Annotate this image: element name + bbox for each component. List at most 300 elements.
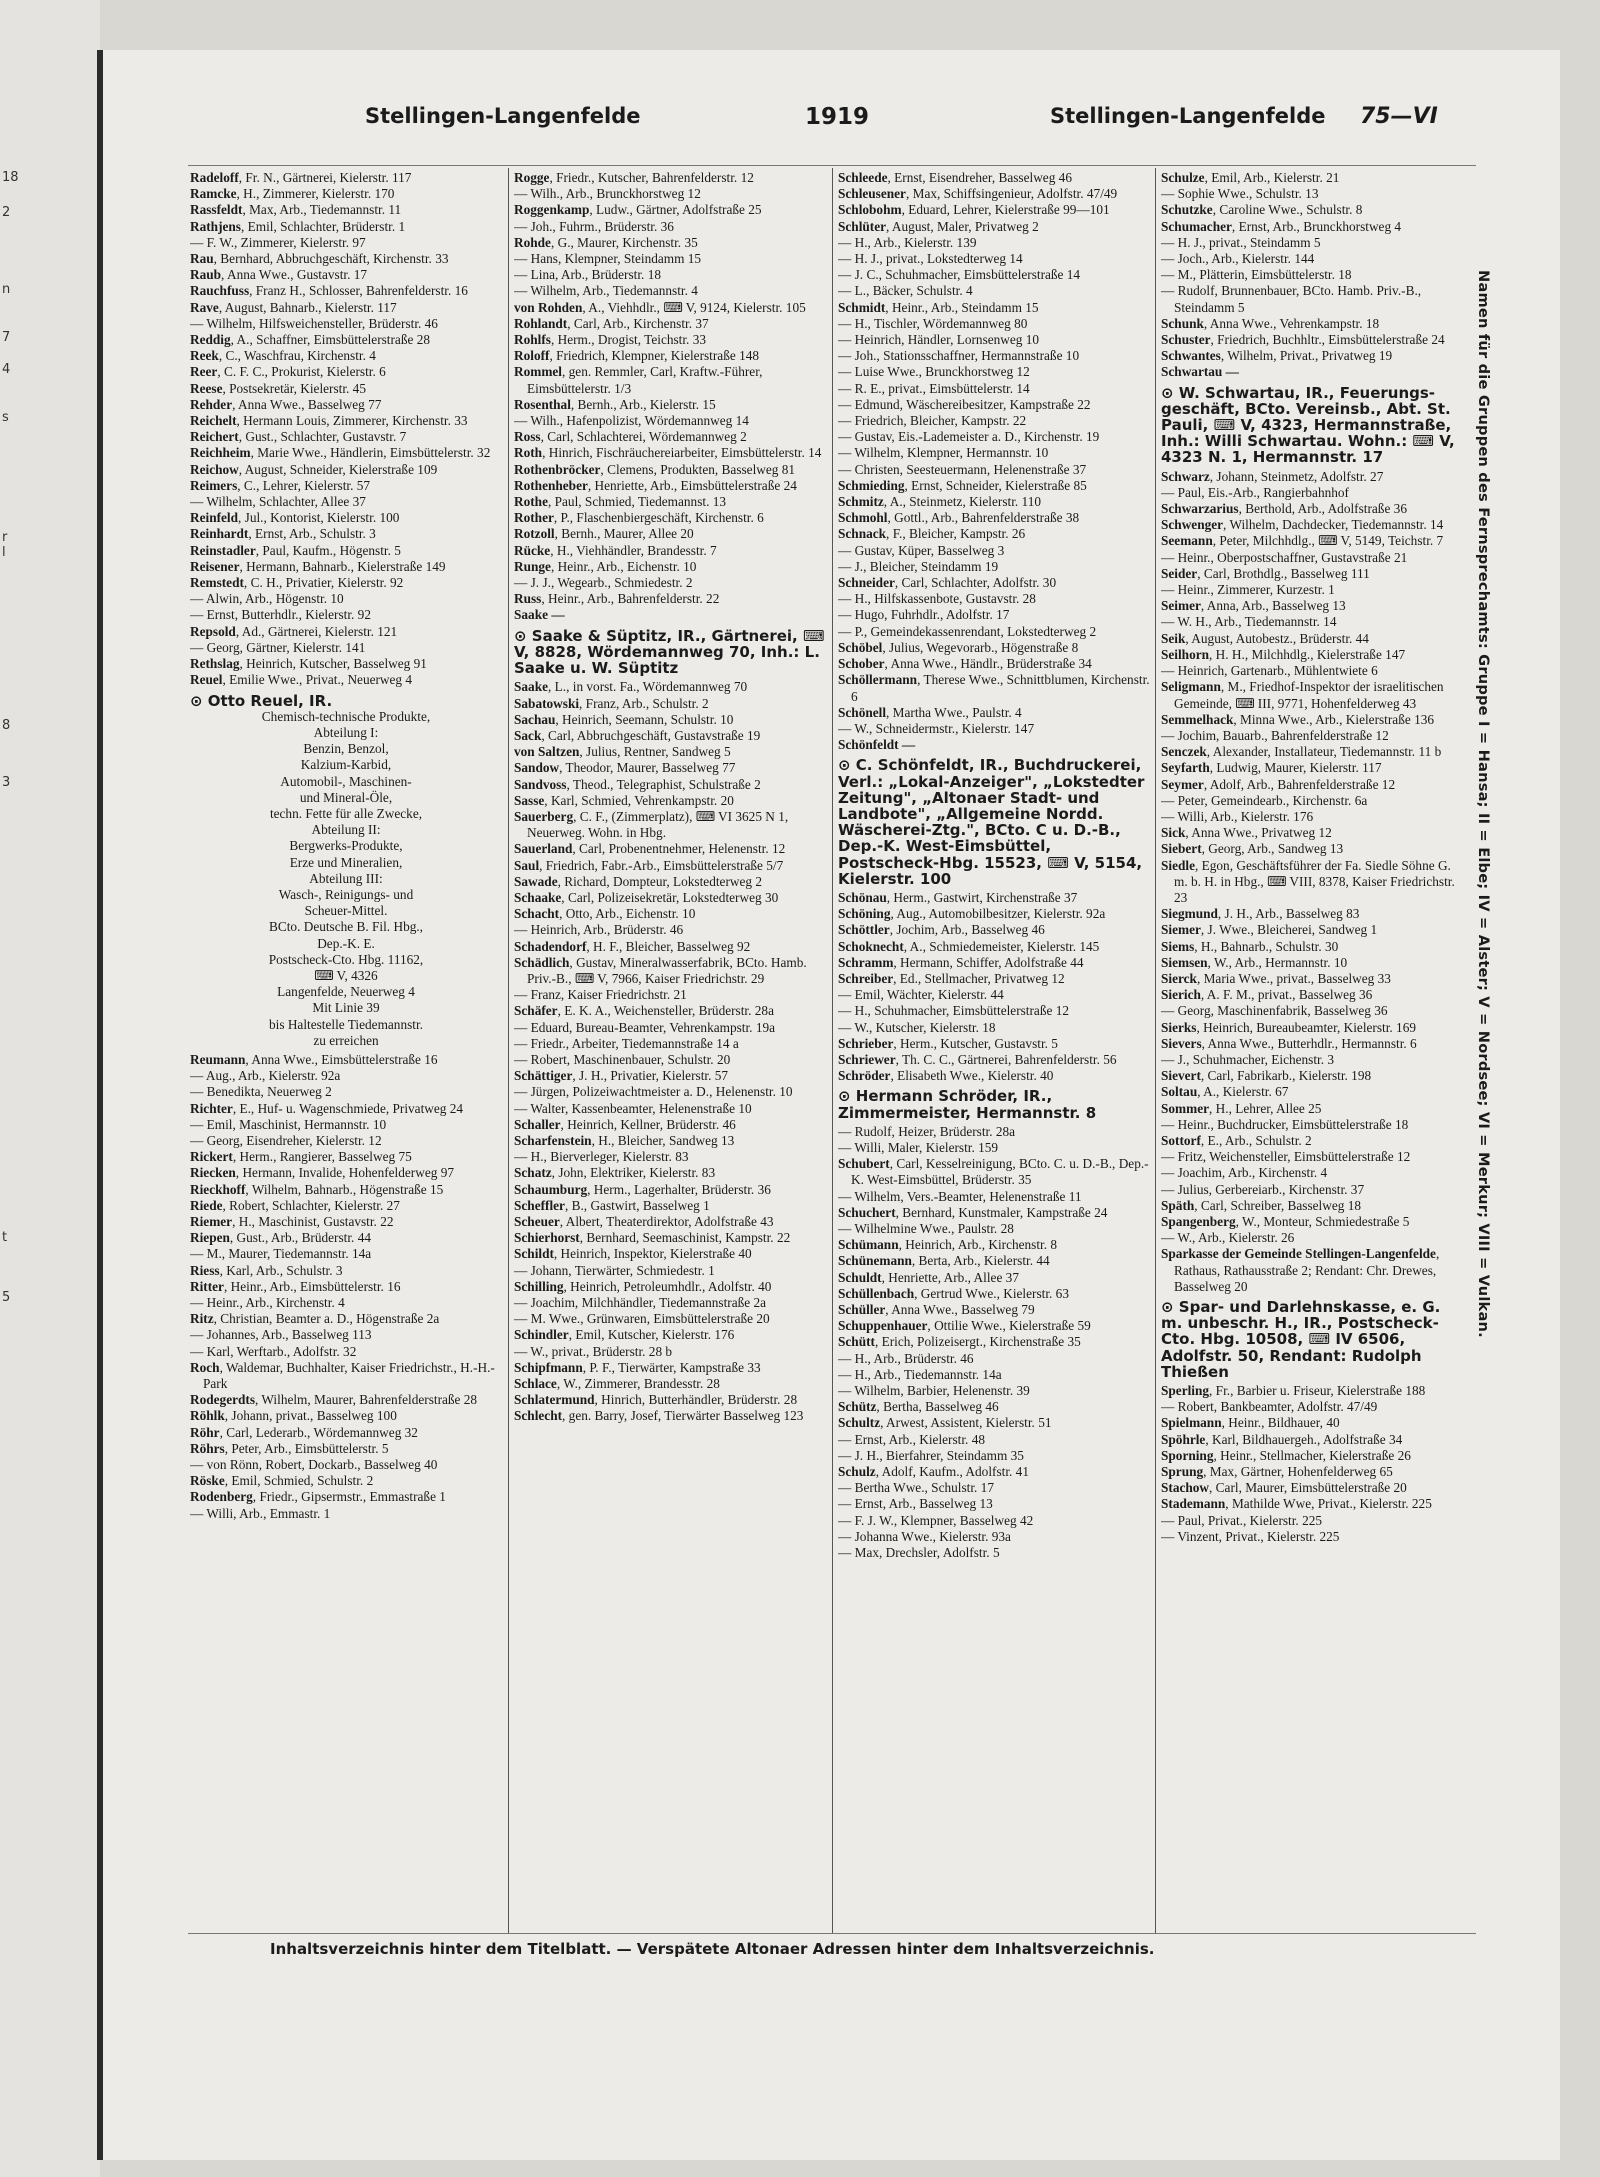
- directory-entry: Siegmund, J. H., Arb., Basselweg 83: [1161, 906, 1360, 922]
- entry-surname: Schönell: [838, 704, 887, 720]
- entry-surname: Schöttler: [838, 922, 890, 938]
- entry-surname: Schröder: [838, 1068, 891, 1084]
- entry-surname: Schaller: [514, 1116, 561, 1132]
- column-rule: [832, 168, 833, 1933]
- entry-surname: Reinstadler: [190, 542, 256, 558]
- entry-surname: Schmohl: [838, 510, 888, 526]
- entry-surname: Rieckhoff: [190, 1181, 246, 1197]
- directory-entry: Schünemann, Berta, Arb., Kielerstr. 44: [838, 1253, 1050, 1269]
- header-year: 1919: [805, 104, 870, 130]
- directory-entry: Schumacher, Ernst, Arb., Brunckhorstweg 4: [1161, 218, 1402, 234]
- directory-entry: Schramm, Hermann, Schiffer, Adolfstraße 44: [838, 954, 1084, 970]
- entry-surname: Reek: [190, 348, 219, 364]
- directory-entry: — Johannes, Arb., Basselweg 113: [190, 1327, 372, 1343]
- directory-entry: Siemer, J. Wwe., Bleicherei, Sandweg 1: [1161, 922, 1378, 938]
- directory-entry: Rothenheber, Henriette, Arb., Eimsbüttelerstraße 24: [514, 477, 797, 493]
- directory-entry: Rickert, Herm., Rangierer, Basselweg 75: [190, 1149, 412, 1165]
- directory-entry: Spangenberg, W., Monteur, Schmiedestraße 5: [1161, 1214, 1410, 1229]
- directory-entry: — Rudolf, Heizer, Brüderstr. 28a: [838, 1123, 1016, 1139]
- directory-entry: Röhrs, Peter, Arb., Eimsbüttelerstr. 5: [190, 1440, 389, 1456]
- entry-surname: Riepen: [190, 1230, 230, 1246]
- directory-entry: Schnack, F., Bleicher, Kampstr. 26: [838, 526, 1026, 542]
- directory-entry: Schwarzarius, Berthold, Arb., Adolfstraße 36: [1161, 501, 1407, 517]
- entry-surname: Schunk: [1161, 315, 1204, 331]
- directory-column-3: [838, 170, 1150, 1932]
- directory-entry: Sawade, Richard, Dompteur, Lokstedterweg 2: [514, 873, 763, 889]
- directory-entry: Remstedt, C. H., Privatier, Kielerstr. 92: [190, 575, 404, 591]
- directory-entry: — R. E., privat., Eimsbüttelerstr. 14: [838, 380, 1030, 396]
- entry-surname: Riemer: [190, 1214, 233, 1229]
- firm-line: Erze und Mineralien,: [289, 854, 403, 870]
- directory-entry: Rohlandt, Carl, Arb., Kirchenstr. 37: [514, 315, 709, 331]
- firm-line: Chemisch-technische Produkte,: [261, 708, 431, 724]
- directory-entry: Rau, Bernhard, Abbruchgeschäft, Kirchenstr. 33: [190, 251, 449, 267]
- directory-entry: Schneider, Carl, Schlachter, Adolfstr. 30: [838, 575, 1057, 591]
- directory-entry: Sierks, Heinrich, Bureaubeamter, Kielerstr. 169: [1161, 1019, 1416, 1035]
- directory-entry: Richter, E., Huf- u. Wagenschmiede, Privatweg 24: [190, 1100, 464, 1116]
- directory-entry: Seemann, Peter, Milchhdlg., ⌨ V, 5149, Teichstr. 7: [1161, 533, 1444, 549]
- entry-surname: Siems: [1161, 938, 1195, 954]
- directory-entry: — Friedrich, Bleicher, Kampstr. 22: [838, 413, 1027, 429]
- directory-entry: [838, 737, 1150, 753]
- firm-line: bis Haltestelle Tiedemannstr.: [268, 1016, 423, 1032]
- directory-entry: Spielmann, Heinr., Bildhauer, 40: [1161, 1415, 1340, 1431]
- directory-entry: Schuldt, Henriette, Arb., Allee 37: [838, 1269, 1019, 1285]
- directory-entry: — Jochim, Bauarb., Bahrenfelderstraße 12: [1161, 727, 1389, 743]
- directory-entry: Siemsen, W., Arb., Hermannstr. 10: [1161, 954, 1348, 970]
- entry-surname: Schuppenhauer: [838, 1318, 928, 1334]
- column-rule: [508, 168, 509, 1933]
- entry-surname: von Saltzen: [514, 744, 580, 760]
- firm-line: Kalzium-Karbid,: [300, 757, 392, 773]
- firm-name: ⊙ Saake & Süptitz, IR., Gärtnerei, ⌨ V, 8828, Wördemannweg 70, Inh.: L. Saake u. W. Süptitz: [514, 626, 825, 678]
- firm-line: techn. Fette für alle Zwecke,: [269, 805, 423, 821]
- entry-surname: Reinfeld: [190, 510, 239, 526]
- directory-entry: Röhr, Carl, Lederarb., Wördemannweg 32: [190, 1424, 418, 1440]
- entry-surname: Rücke: [514, 542, 551, 558]
- entry-surname: Rohlandt: [514, 315, 568, 331]
- directory-entry: — Rudolf, Brunnenbauer, BCto. Hamb. Priv.-B., Steindamm 5: [1161, 283, 1422, 315]
- entry-surname: Schulz: [838, 1464, 876, 1480]
- entry-surname: Riecken: [190, 1165, 236, 1181]
- firm-line: Postscheck-Cto. Hbg. 11162,: [268, 951, 424, 967]
- directory-entry: Sparkasse der Gemeinde Stellingen-Langenfelde, Rathaus, Rathausstraße 2; Rendant: Chr. Drewes, Basselweg 20: [1161, 1246, 1440, 1294]
- directory-entry: — Benedikta, Neuerweg 2: [190, 1084, 332, 1100]
- directory-entry: Riemer, H., Maschinist, Gustavstr. 22: [190, 1214, 394, 1229]
- firm-line: Abteilung III:: [309, 870, 383, 886]
- entry-surname: Reichert: [190, 429, 239, 445]
- firm-line: Abteilung II:: [311, 822, 381, 838]
- page-footer: Inhaltsverzeichnis hinter dem Titelblatt. — Verspätete Altonaer Adressen hinter dem Inhaltsverzeichnis.: [270, 1940, 1155, 1958]
- directory-entry: Schaumburg, Herm., Lagerhalter, Brüderstr. 36: [514, 1181, 771, 1197]
- entry-surname: Schättiger: [514, 1068, 573, 1084]
- directory-entry: Schädlich, Gustav, Mineralwasserfabrik, BCto. Hamb. Priv.-B., ⌨ V, 7966, Kaiser Friedrichstr. 29: [514, 954, 807, 986]
- entry-surname: Rathjens: [190, 218, 241, 234]
- entry-surname: Schünemann: [838, 1253, 912, 1269]
- directory-entry: Schutzke, Caroline Wwe., Schulstr. 8: [1161, 202, 1363, 218]
- directory-entry: Sasse, Karl, Schmied, Vehrenkampstr. 20: [514, 792, 734, 808]
- directory-entry: — Willi, Maler, Kielerstr. 159: [838, 1139, 999, 1155]
- entry-surname: Sandvoss: [514, 776, 567, 792]
- directory-entry: — Wilh., Arb., Brunckhorstweg 12: [514, 186, 701, 202]
- entry-surname: Röske: [190, 1473, 225, 1489]
- directory-entry: — F. W., Zimmerer, Kielerstr. 97: [190, 234, 366, 250]
- directory-entry: — Karl, Werftarb., Adolfstr. 32: [190, 1343, 357, 1359]
- margin-mark: 7: [2, 330, 11, 345]
- directory-entry: — Bertha Wwe., Schulstr. 17: [838, 1480, 994, 1496]
- directory-entry: Schütt, Erich, Polizeisergt., Kirchenstraße 35: [838, 1334, 1081, 1350]
- directory-entry: Runge, Heinr., Arb., Eichenstr. 10: [514, 558, 697, 574]
- entry-surname: Spielmann: [1161, 1415, 1222, 1431]
- directory-entry: — H., Arb., Tiedemannstr. 14a: [838, 1366, 1002, 1382]
- directory-entry: Reisener, Hermann, Bahnarb., Kielerstraße 149: [190, 558, 446, 574]
- entry-surname: Stachow: [1161, 1480, 1210, 1496]
- directory-entry: Sachau, Heinrich, Seemann, Schulstr. 10: [514, 711, 734, 727]
- directory-entry: Sottorf, E., Arb., Schulstr. 2: [1161, 1132, 1312, 1148]
- directory-entry: Radeloff, Fr. N., Gärtnerei, Kielerstr. 117: [190, 170, 412, 185]
- directory-entry: Schönau, Herm., Gastwirt, Kirchenstraße 37: [838, 889, 1078, 905]
- directory-column-2: [514, 170, 826, 1932]
- directory-entry: — H. J., privat., Lokstedterweg 14: [838, 251, 1023, 267]
- entry-surname: Schöllermann: [838, 672, 918, 688]
- directory-entry: Schöning, Aug., Automobilbesitzer, Kielerstr. 92a: [838, 906, 1106, 922]
- directory-entry: — H., Tischler, Wördemannweg 80: [838, 315, 1028, 331]
- margin-mark: r: [2, 530, 8, 545]
- directory-entry: Sprung, Max, Gärtner, Hohenfelderweg 65: [1161, 1464, 1393, 1480]
- firm-advertisement: [1161, 1299, 1461, 1380]
- directory-entry: Reichheim, Marie Wwe., Händlerin, Eimsbüttelerstr. 32: [190, 445, 491, 461]
- directory-entry: Schmidt, Heinr., Arb., Steindamm 15: [838, 299, 1039, 315]
- entry-surname: Siemsen: [1161, 954, 1208, 970]
- directory-entry: — Ernst, Arb., Basselweg 13: [838, 1496, 993, 1512]
- directory-entry: Ramcke, H., Zimmerer, Kielerstr. 170: [190, 186, 395, 202]
- entry-surname: Sparkasse der Gemeinde Stellingen-Langenfelde: [1161, 1246, 1436, 1262]
- directory-entry: — H., Schuhmacher, Eimsbüttelerstraße 12: [838, 1003, 1069, 1019]
- entry-surname: Siemer: [1161, 922, 1201, 938]
- entry-surname: Roggenkamp: [514, 202, 590, 218]
- firm-advertisement: [1161, 385, 1461, 466]
- directory-entry: Seimer, Anna, Arb., Basselweg 13: [1161, 598, 1346, 614]
- directory-entry: Sporning, Heinr., Stellmacher, Kielerstraße 26: [1161, 1447, 1411, 1463]
- directory-entry: Saake, L., in vorst. Fa., Wördemannweg 70: [514, 679, 748, 695]
- directory-entry: — von Rönn, Robert, Dockarb., Basselweg 40: [190, 1457, 438, 1473]
- entry-surname: Schmieding: [838, 477, 905, 493]
- directory-entry: Schubert, Carl, Kesselreinigung, BCto. C. u. D.-B., Dep.-K. West-Eimsbüttel, Brüderstr. 35: [838, 1156, 1149, 1188]
- directory-entry: — Gustav, Küper, Basselweg 3: [838, 542, 1005, 558]
- entry-surname: Rau: [190, 251, 214, 267]
- directory-entry: Sack, Carl, Abbruchgeschäft, Gustavstraße 19: [514, 727, 761, 743]
- directory-entry: Schmitz, A., Steinmetz, Kielerstr. 110: [838, 494, 1041, 510]
- footer-rule: [188, 1933, 1476, 1934]
- directory-entry: Schunk, Anna Wwe., Vehrenkampstr. 18: [1161, 315, 1380, 331]
- entry-surname: Roloff: [514, 348, 550, 364]
- entry-surname: Sperling: [1161, 1383, 1210, 1399]
- directory-entry: — Joh., Stationsschaffner, Hermannstraße 10: [838, 348, 1080, 364]
- entry-surname: Schleusener: [838, 186, 906, 202]
- directory-entry: Rodegerdts, Wilhelm, Maurer, Bahrenfelderstraße 28: [190, 1392, 478, 1408]
- directory-entry: Schlüter, August, Maler, Privatweg 2: [838, 218, 1039, 234]
- directory-entry: Rotzoll, Bernh., Maurer, Allee 20: [514, 526, 694, 542]
- directory-entry: Scheffler, B., Gastwirt, Basselweg 1: [514, 1197, 710, 1213]
- entry-surname: Schuchert: [838, 1204, 896, 1220]
- directory-entry: — H. J., privat., Steindamm 5: [1161, 234, 1321, 250]
- entry-surname: Reer: [190, 364, 218, 380]
- entry-surname: Röhlk: [190, 1408, 225, 1424]
- entry-surname: Schleede: [838, 170, 888, 185]
- directory-entry: Russ, Heinr., Arb., Bahrenfelderstr. 22: [514, 591, 720, 607]
- entry-surname: Schriewer: [838, 1051, 896, 1067]
- entry-surname: Seilhorn: [1161, 646, 1210, 662]
- directory-entry: Schüllenbach, Gertrud Wwe., Kielerstr. 63: [838, 1285, 1069, 1301]
- directory-entry: — W. H., Arb., Tiedemannstr. 14: [1161, 614, 1337, 630]
- header-left-title: Stellingen-Langenfelde: [365, 104, 641, 128]
- entry-surname: Rauchfuss: [190, 283, 250, 299]
- entry-surname: Rave: [190, 299, 219, 315]
- entry-surname: Sprung: [1161, 1464, 1204, 1480]
- directory-entry: — Christen, Seesteuermann, Helenenstraße 37: [838, 461, 1087, 477]
- entry-surname: Sierks: [1161, 1019, 1197, 1035]
- directory-entry: — Georg, Eisendreher, Kielerstr. 12: [190, 1132, 382, 1148]
- directory-column-1: [190, 170, 502, 1932]
- entry-surname: Ramcke: [190, 186, 237, 202]
- directory-entry: — Robert, Maschinenbauer, Schulstr. 20: [514, 1051, 731, 1067]
- directory-entry: — Fritz, Weichensteller, Eimsbüttelerstraße 12: [1161, 1149, 1411, 1165]
- directory-entry: Seider, Carl, Brothdlg., Basselweg 111: [1161, 565, 1370, 581]
- directory-entry: Riede, Robert, Schlachter, Kielerstr. 27: [190, 1197, 400, 1213]
- directory-entry: Sandow, Theodor, Maurer, Basselweg 77: [514, 760, 736, 776]
- entry-surname: Röhrs: [190, 1440, 225, 1456]
- entry-surname: Reimers: [190, 477, 238, 493]
- entry-surname: Schmidt: [838, 299, 886, 315]
- directory-entry: — M. Wwe., Grünwaren, Eimsbüttelerstraße 20: [514, 1311, 770, 1327]
- entry-surname: Runge: [514, 558, 551, 574]
- entry-surname: Seymer: [1161, 776, 1204, 792]
- directory-entry: Riecken, Hermann, Invalide, Hohenfelderweg 97: [190, 1165, 455, 1181]
- directory-entry: — J. H., Bierfahrer, Steindamm 35: [838, 1447, 1024, 1463]
- entry-surname: Rickert: [190, 1149, 233, 1165]
- directory-entry: — Friedr., Arbeiter, Tiedemannstraße 14 a: [514, 1035, 739, 1051]
- entry-surname: Schatz: [514, 1165, 552, 1181]
- entry-surname: Sauerberg: [514, 808, 574, 824]
- entry-surname: Soltau: [1161, 1084, 1198, 1100]
- entry-surname: Schlobohm: [838, 202, 902, 218]
- directory-entry: Reichow, August, Schneider, Kielerstraße 109: [190, 461, 438, 477]
- entry-surname: Sierich: [1161, 987, 1201, 1003]
- entry-surname: Schadendorf: [514, 938, 587, 954]
- firm-line: und Mineral-Öle,: [299, 789, 393, 805]
- directory-entry: Roch, Waldemar, Buchhalter, Kaiser Friedrichstr., H.-H.-Park: [190, 1359, 495, 1392]
- entry-surname: Rehder: [190, 396, 233, 412]
- entry-surname: Sick: [1161, 825, 1186, 841]
- entry-surname: Schwenger: [1161, 517, 1224, 533]
- directory-entry: Sierich, A. F. M., privat., Basselweg 36: [1161, 987, 1373, 1003]
- directory-entry: Reer, C. F. C., Prokurist, Kielerstr. 6: [190, 364, 386, 380]
- directory-entry: Schreiber, Ed., Stellmacher, Privatweg 12: [838, 970, 1065, 986]
- directory-entry: Reek, C., Waschfrau, Kirchenstr. 4: [190, 348, 376, 364]
- margin-mark: 2: [2, 205, 11, 220]
- directory-entry: Soltau, A., Kielerstr. 67: [1161, 1084, 1289, 1100]
- directory-entry: — Edmund, Wäschereibesitzer, Kampstraße 22: [838, 396, 1091, 412]
- directory-entry: — Franz, Kaiser Friedrichstr. 21: [514, 987, 687, 1003]
- directory-entry: Rauchfuss, Franz H., Schlosser, Bahrenfelderstr. 16: [190, 283, 468, 299]
- entry-surname: Schultz: [838, 1415, 881, 1431]
- entry-surname: Schlace: [514, 1376, 557, 1392]
- entry-surname: Schierhorst: [514, 1230, 580, 1246]
- entry-surname: Schumacher: [1161, 218, 1232, 234]
- directory-entry: Schober, Anna Wwe., Händlr., Brüderstraße 34: [838, 656, 1092, 672]
- entry-surname: Schneider: [838, 575, 895, 591]
- directory-entry: Reinhardt, Ernst, Arb., Schulstr. 3: [190, 526, 376, 542]
- directory-entry: — Wilhelm, Barbier, Helenenstr. 39: [838, 1383, 1030, 1399]
- entry-surname: Ritz: [190, 1311, 214, 1327]
- directory-entry: — Walter, Kassenbeamter, Helenenstraße 10: [514, 1100, 752, 1116]
- directory-entry: Ritter, Heinr., Arb., Eimsbüttelerstr. 16: [190, 1278, 401, 1294]
- entry-surname: Sawade: [514, 873, 558, 889]
- directory-entry: Reese, Postsekretär, Kielerstr. 45: [190, 380, 366, 396]
- entry-surname: Rothenheber: [514, 477, 588, 493]
- entry-surname: Seemann: [1161, 533, 1213, 549]
- firm-name: ⊙ Spar- und Darlehnskasse, e. G. m. unbeschr. H., IR., Postscheck-Cto. Hbg. 10508, ⌨ IV 6506, Adolfstr. 50, Rendant: Rudolph Thießen: [1161, 1298, 1441, 1381]
- firm-line: ⌨ V, 4326: [314, 967, 378, 983]
- directory-entry: — W., Arb., Kielerstr. 26: [1161, 1230, 1295, 1246]
- directory-entry: — Peter, Gemeindearb., Kirchenstr. 6a: [1161, 792, 1368, 808]
- entry-surname: Reisener: [190, 558, 240, 574]
- directory-entry: Schleusener, Max, Schiffsingenieur, Adolfstr. 47/49: [838, 186, 1118, 202]
- directory-entry: Schadendorf, H. F., Bleicher, Basselweg 92: [514, 938, 751, 954]
- entry-surname: Rothenbröcker: [514, 461, 601, 477]
- directory-entry: Ritz, Christian, Beamter a. D., Högenstraße 2a: [190, 1311, 440, 1327]
- entry-surname: Seider: [1161, 565, 1198, 581]
- directory-entry: — Lina, Arb., Brüderstr. 18: [514, 267, 661, 283]
- entry-surname: Seik: [1161, 630, 1186, 646]
- entry-surname: Schipfmann: [514, 1359, 583, 1375]
- directory-entry: — Georg, Maschinenfabrik, Basselweg 36: [1161, 1003, 1388, 1019]
- directory-entry: Sandvoss, Theod., Telegraphist, Schulstraße 2: [514, 776, 761, 792]
- entry-surname: Sommer: [1161, 1100, 1209, 1116]
- directory-entry: — Vinzent, Privat., Kielerstr. 225: [1161, 1528, 1340, 1544]
- directory-entry: — W., Kutscher, Kielerstr. 18: [838, 1019, 996, 1035]
- directory-entry: Schultz, Arwest, Assistent, Kielerstr. 51: [838, 1415, 1052, 1431]
- firm-line: Langenfelde, Neuerweg 4: [277, 984, 415, 1000]
- entry-surname: Sauerland: [514, 841, 573, 857]
- directory-entry: — Sophie Wwe., Schulstr. 13: [1161, 186, 1319, 202]
- margin-mark: n: [2, 282, 11, 297]
- entry-surname: Schutzke: [1161, 202, 1213, 218]
- entry-surname: Spangenberg: [1161, 1214, 1236, 1229]
- directory-entry: Rohde, G., Maurer, Kirchenstr. 35: [514, 234, 698, 250]
- entry-surname: Rosenthal: [514, 396, 571, 412]
- entry-surname: Sandow: [514, 760, 560, 776]
- directory-entry: — Eduard, Bureau-Beamter, Vehrenkampstr. 19a: [514, 1019, 776, 1035]
- entry-surname: Schubert: [838, 1156, 890, 1172]
- margin-mark: 3: [2, 775, 11, 790]
- directory-entry: — M., Maurer, Tiedemannstr. 14a: [190, 1246, 372, 1262]
- entry-surname: Schaumburg: [514, 1181, 588, 1197]
- directory-entry: Sierck, Maria Wwe., privat., Basselweg 33: [1161, 970, 1391, 986]
- directory-entry: Schümann, Heinrich, Arb., Kirchenstr. 8: [838, 1237, 1058, 1253]
- margin-mark: l: [2, 545, 6, 560]
- directory-entry: — M., Plätterin, Eimsbüttelerstr. 18: [1161, 267, 1352, 283]
- entry-surname: Raub: [190, 267, 222, 283]
- directory-entry: Schriewer, Th. C. C., Gärtnerei, Bahrenfelderstr. 56: [838, 1051, 1117, 1067]
- directory-entry: — J. C., Schuhmacher, Eimsbüttelerstraße 14: [838, 267, 1081, 283]
- entry-surname: Seyfarth: [1161, 760, 1210, 776]
- entry-surname: Schäfer: [514, 1003, 558, 1019]
- directory-entry: — Emil, Wächter, Kielerstr. 44: [838, 987, 1004, 1003]
- entry-surname: Seimer: [1161, 598, 1201, 614]
- directory-entry: Schildt, Heinrich, Inspektor, Kielerstraße 40: [514, 1246, 752, 1262]
- directory-entry: Reimers, C., Lehrer, Kielerstr. 57: [190, 477, 371, 493]
- firm-advertisement: [514, 628, 826, 677]
- margin-mark: 4: [2, 362, 11, 377]
- entry-surname: Schwarzarius: [1161, 501, 1239, 517]
- entry-surname: Seligmann: [1161, 679, 1221, 695]
- entry-surname: Schaake: [514, 889, 562, 905]
- directory-entry: Stademann, Mathilde Wwe, Privat., Kielerstr. 225: [1161, 1496, 1432, 1512]
- directory-entry: Siebert, Georg, Arb., Sandweg 13: [1161, 841, 1344, 857]
- entry-surname: Schümann: [838, 1237, 899, 1253]
- header-page-number: 75—VI: [1360, 104, 1438, 129]
- entry-surname: Reinhardt: [190, 526, 249, 542]
- directory-entry: — H., Arb., Brüderstr. 46: [838, 1350, 974, 1366]
- directory-entry: Scharfenstein, H., Bleicher, Sandweg 13: [514, 1132, 735, 1148]
- entry-surname: Schrieber: [838, 1035, 894, 1051]
- telephone-exchange-groups: Namen für die Gruppen des Fernsprechamts: Gruppe I = Hansa; II = Elbe; IV = Alster; V = Nordsee; VI = Merkur; VIII = Vulkan.: [1475, 270, 1492, 1338]
- directory-entry: Rieckhoff, Wilhelm, Bahnarb., Högenstraße 15: [190, 1181, 444, 1197]
- directory-entry: Schröder, Elisabeth Wwe., Kielerstr. 40: [838, 1068, 1054, 1084]
- directory-entry: Schindler, Emil, Kutscher, Kielerstr. 176: [514, 1327, 735, 1343]
- entry-surname: Ross: [514, 429, 541, 445]
- entry-surname: Sack: [514, 727, 542, 743]
- directory-entry: Seligmann, M., Friedhof-Inspektor der israelitischen Gemeinde, ⌨ III, 9771, Hohenfelderweg 43: [1161, 679, 1444, 711]
- directory-entry: Reumann, Anna Wwe., Eimsbüttelerstraße 16: [190, 1051, 438, 1067]
- firm-name: ⊙ W. Schwartau, IR., Feuerungsgeschäft, BCto. Vereinsb., Abt. St. Pauli, ⌨ V, 4323, Hermannstraße, Inh.: Willi Schwartau. Wohn.: ⌨ V, 4323 N. 1, Hermannstr. 17: [1161, 383, 1455, 467]
- directory-entry: — F. J. W., Klempner, Basselweg 42: [838, 1512, 1034, 1528]
- directory-entry: Rassfeldt, Max, Arb., Tiedemannstr. 11: [190, 202, 402, 218]
- entry-surname: Schuster: [1161, 332, 1211, 348]
- entry-surname: Scheuer: [514, 1214, 560, 1229]
- firm-line: Abteilung I:: [313, 724, 379, 740]
- firm-line: zu erreichen: [313, 1032, 379, 1048]
- firm-name: ⊙ Hermann Schröder, IR., Zimmermeister, Hermannstr. 8: [838, 1087, 1097, 1122]
- directory-entry: — H., Hilfskassenbote, Gustavstr. 28: [838, 591, 1036, 607]
- directory-entry: Schlecht, gen. Barry, Josef, Tierwärter Basselweg 123: [514, 1408, 804, 1424]
- entry-surname: Stademann: [1161, 1496, 1226, 1512]
- directory-entry: Schleede, Ernst, Eisendreher, Basselweg 46: [838, 170, 1072, 185]
- directory-entry: Schmieding, Ernst, Schneider, Kielerstraße 85: [838, 477, 1087, 493]
- entry-surname: Reichheim: [190, 445, 251, 461]
- directory-entry: Schlace, W., Zimmerer, Brandesstr. 28: [514, 1376, 720, 1392]
- directory-entry: Roth, Hinrich, Fischräuchereiarbeiter, Eimsbüttelerstr. 14: [514, 445, 822, 461]
- entry-surname: Senczek: [1161, 744, 1207, 760]
- directory-entry: Rave, August, Bahnarb., Kielerstr. 117: [190, 299, 397, 315]
- margin-mark: s: [2, 410, 9, 425]
- directory-entry: Schipfmann, P. F., Tierwärter, Kampstraße 33: [514, 1359, 761, 1375]
- directory-entry: Sievert, Carl, Fabrikarb., Kielerstr. 198: [1161, 1068, 1372, 1084]
- entry-surname: Schildt: [514, 1246, 554, 1262]
- directory-entry: Raub, Anna Wwe., Gustavstr. 17: [190, 267, 368, 283]
- directory-entry: Rehder, Anna Wwe., Basselweg 77: [190, 396, 382, 412]
- directory-entry: Reddig, A., Schaffner, Eimsbüttelerstraße 28: [190, 332, 431, 348]
- entry-surname: Rodegerdts: [190, 1392, 255, 1408]
- directory-entry: Schüller, Anna Wwe., Basselweg 79: [838, 1302, 1035, 1318]
- entry-surname: Richter: [190, 1100, 233, 1116]
- directory-entry: — Emil, Maschinist, Hermannstr. 10: [190, 1116, 387, 1132]
- entry-surname: Saul: [514, 857, 540, 873]
- directory-entry: — Wilhelm, Hilfsweichensteller, Brüderstr. 46: [190, 315, 438, 331]
- directory-entry: — Wilhelm, Klempner, Hermannstr. 10: [838, 445, 1049, 461]
- entry-surname: Riede: [190, 1197, 223, 1213]
